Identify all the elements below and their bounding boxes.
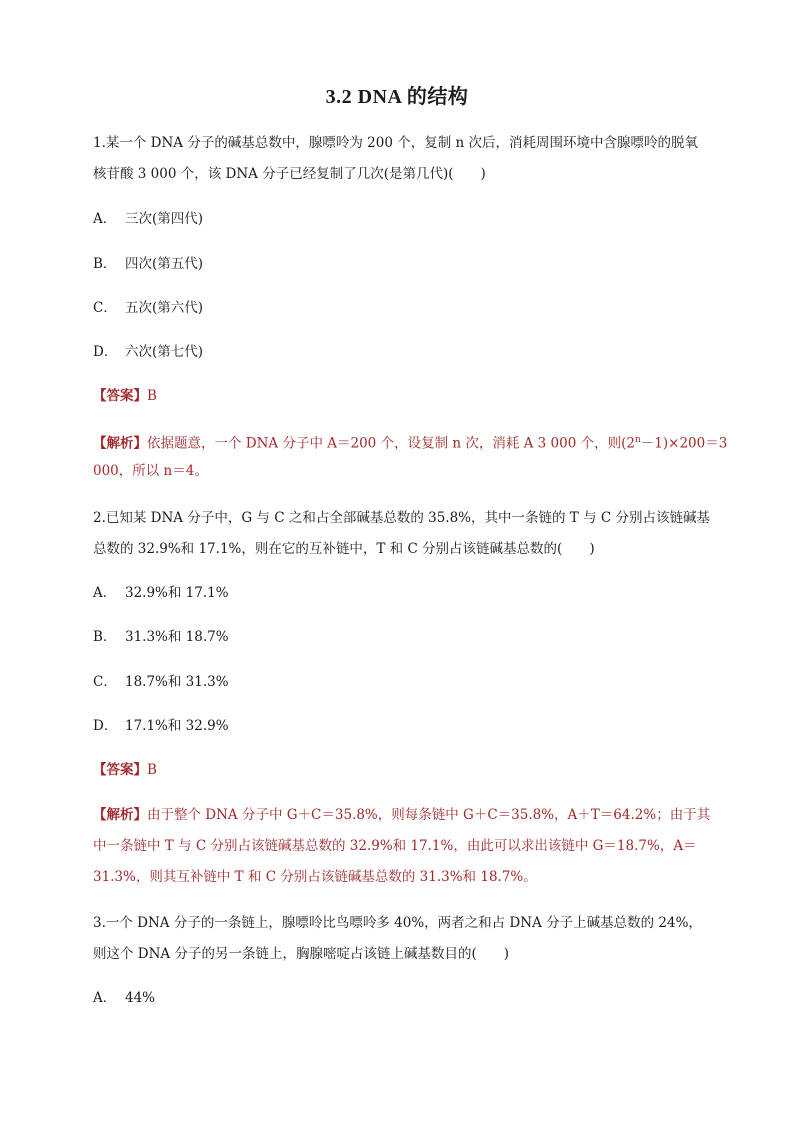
question-1-answer [93, 386, 157, 406]
option-text: 44% [125, 990, 156, 1006]
question-2-line-1: 2.已知某 DNA 分子中，G 与 C 之和占全部碱基总数的 35.8%，其中一条链的 T 与 C 分别占该链碱基 [93, 510, 711, 526]
option-letter: D． [93, 344, 118, 360]
answer-tag: 【答案】 [93, 762, 147, 778]
page-title: 3.2 DNA 的结构 [325, 86, 469, 108]
explanation-superscript: n [634, 435, 641, 445]
question-2-explanation-line-3: 31.3%，则其互补链中 T 和 C 分别占该链碱基总数的 31.3%和 18.7%。 [93, 869, 537, 885]
option-text: 32.9%和 17.1% [125, 585, 229, 601]
question-2-explanation-line-1 [93, 805, 711, 825]
question-3-line-2: 则这个 DNA 分子的另一条链上，胸腺嘧啶占该链上碱基数目的( ) [93, 946, 510, 962]
question-2-option-d [93, 716, 229, 736]
question-1-option-b [93, 254, 203, 274]
option-letter: A． [93, 211, 117, 227]
question-1-option-c [93, 298, 203, 318]
option-letter: C． [93, 674, 117, 690]
explanation-text: 由于整个 DNA 分子中 G＋C＝35.8%，则每条链中 G＋C＝35.8%，A＋T＝64.2%；由于其 [147, 807, 711, 823]
question-1-explanation-line-1 [93, 430, 728, 454]
question-1-line-1: 1.某一个 DNA 分子的碱基总数中，腺嘌呤为 200 个，复制 n 次后，消耗周围环境中含腺嘌呤的脱氧 [93, 135, 698, 151]
question-1-option-d [93, 342, 203, 362]
explanation-tag: 【解析】 [93, 435, 147, 452]
option-letter: A． [93, 585, 117, 601]
question-2-explanation-line-2: 中一条链中 T 与 C 分别占该链碱基总数的 32.9%和 17.1%，由此可以求出该链中 G＝18.7%，A＝ [93, 838, 697, 854]
answer-value: B [147, 388, 157, 404]
explanation-text: 依据题意，一个 DNA 分子中 A＝200 个，设复制 n 次，消耗 A 3 000 个，则(2 [147, 435, 635, 452]
question-2-line-2: 总数的 32.9%和 17.1%，则在它的互补链中，T 和 C 分别占该链碱基总数的( ) [93, 541, 595, 557]
option-letter: B． [93, 256, 117, 272]
question-1-line-2: 核苷酸 3 000 个，该 DNA 分子已经复制了几次(是第几代)( ) [93, 166, 486, 182]
option-text: 17.1%和 32.9% [125, 718, 229, 734]
question-2-option-c [93, 672, 229, 692]
option-text: 四次(第五代) [125, 256, 204, 272]
explanation-text-cont: －1)×200＝3 [640, 435, 728, 452]
question-3-line-1: 3.一个 DNA 分子的一条链上，腺嘌呤比鸟嘌呤多 40%，两者之和占 DNA 分子上碱基总数的 24%， [93, 915, 702, 931]
option-text: 三次(第四代) [125, 211, 204, 227]
option-letter: C． [93, 300, 117, 316]
question-1-explanation-line-2: 000，所以 n＝4。 [93, 463, 208, 479]
option-text: 六次(第七代) [125, 344, 204, 360]
answer-value: B [147, 762, 157, 778]
question-2-answer [93, 760, 157, 780]
question-1-option-a [93, 209, 203, 229]
question-2-option-a [93, 583, 229, 603]
explanation-tag: 【解析】 [93, 807, 147, 823]
answer-tag: 【答案】 [93, 388, 147, 404]
option-letter: D． [93, 718, 118, 734]
question-3-option-a [93, 988, 155, 1008]
option-letter: B． [93, 629, 117, 645]
option-text: 31.3%和 18.7% [125, 629, 229, 645]
option-letter: A． [93, 990, 117, 1006]
question-2-option-b [93, 627, 229, 647]
option-text: 五次(第六代) [125, 300, 204, 316]
option-text: 18.7%和 31.3% [125, 674, 229, 690]
